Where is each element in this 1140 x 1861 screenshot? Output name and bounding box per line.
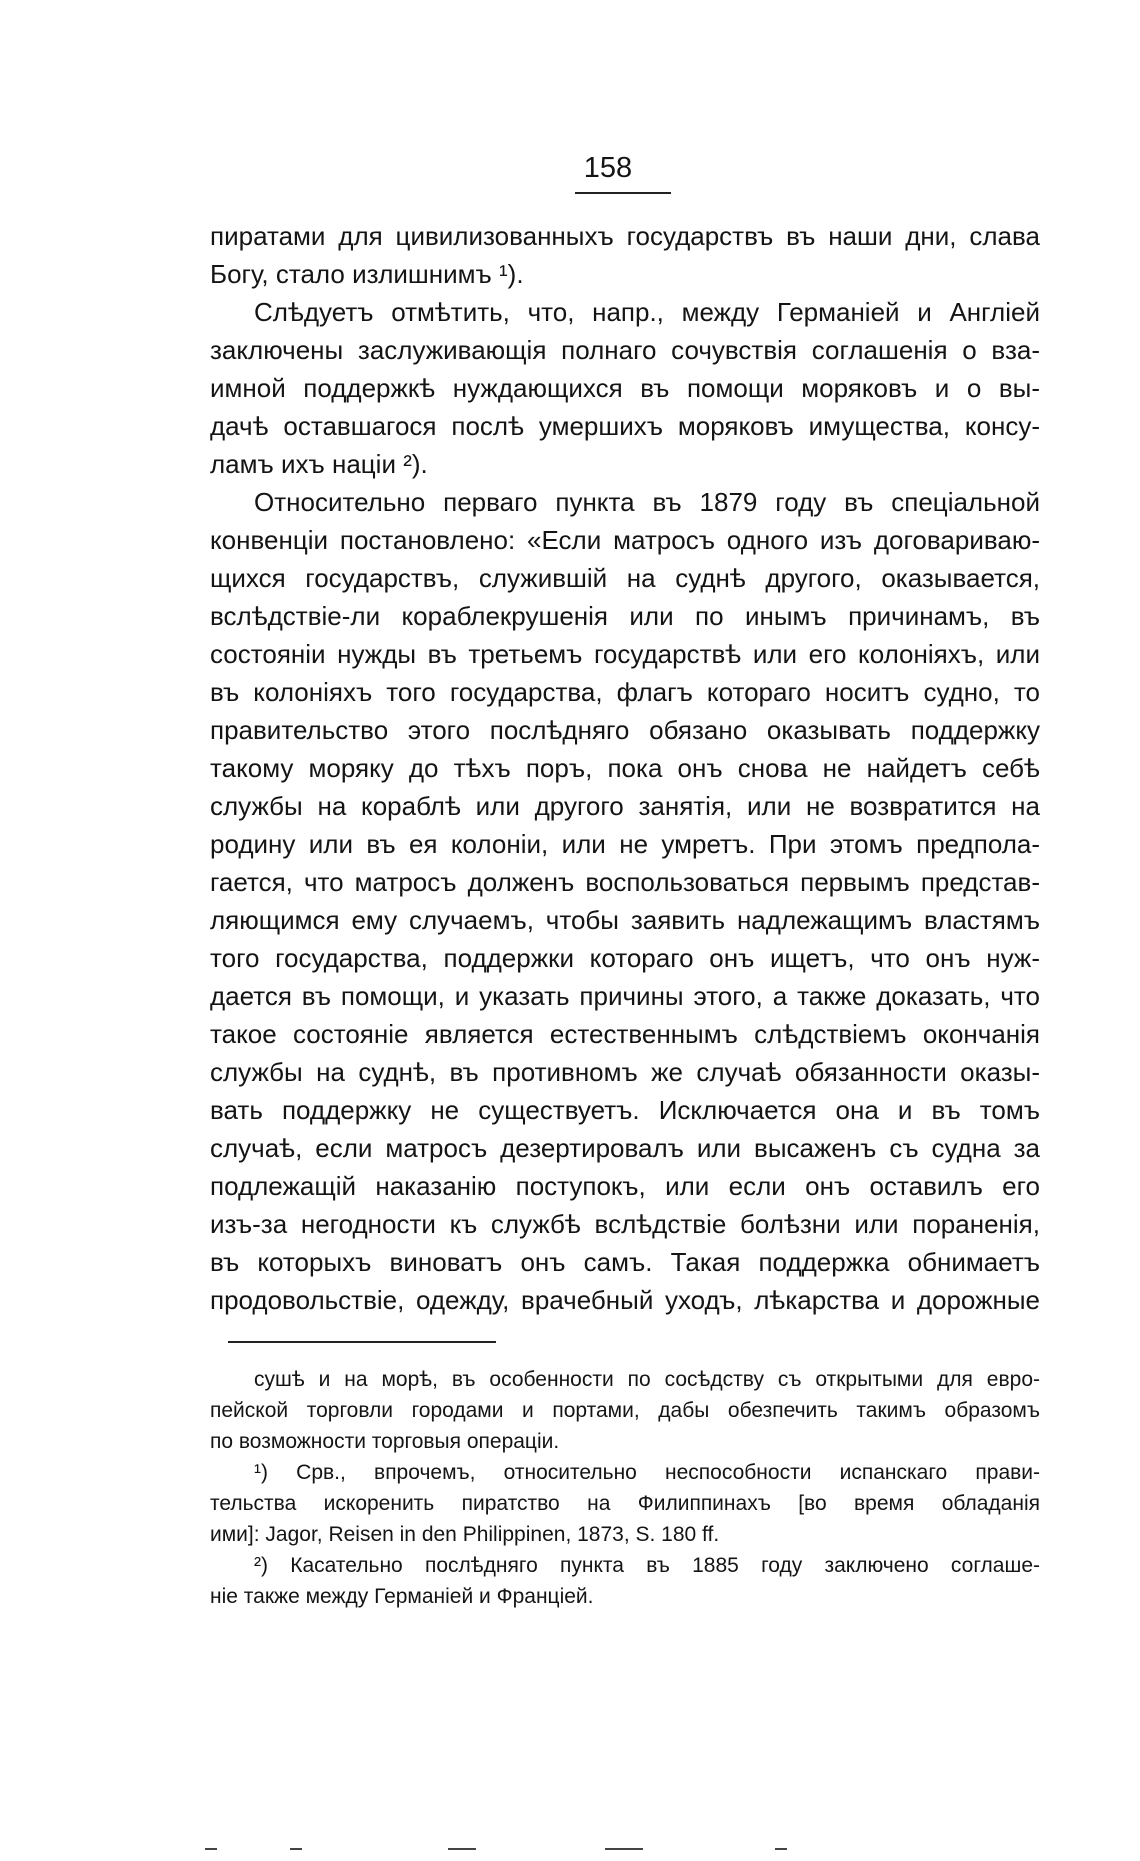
body-text-line: подлежащій наказанію поступокъ, или если онъ оставилъ его xyxy=(210,1171,1040,1201)
body-text-line: родину или въ ея колоніи, или не умретъ. При этомъ предпола- xyxy=(210,829,1040,859)
body-text-line: конвенціи постановлено: «Если матросъ одного изъ договариваю- xyxy=(210,525,1040,555)
body-text-line: пиратами для цивилизованныхъ государствъ въ наши дни, слава xyxy=(210,221,1040,251)
footnote-line: ²) Касательно послѣдняго пункта въ 1885 году заключено соглаше- xyxy=(254,1554,1040,1577)
body-text-line: въ которыхъ виноватъ онъ самъ. Такая поддержка обнимаетъ xyxy=(210,1247,1040,1277)
footnote-line: ніе также между Германіей и Франціей. xyxy=(210,1585,594,1608)
footnote-line: по возможности торговыя операціи. xyxy=(210,1430,560,1453)
footnote-line: тельства искоренить пиратство на Филиппинахъ [во время обладанія xyxy=(210,1492,1040,1515)
page-number-rule xyxy=(575,192,671,194)
footnote-line: ¹) Срв., впрочемъ, относительно неспособности испанскаго прави- xyxy=(254,1461,1040,1484)
scan-mark xyxy=(775,1848,787,1850)
body-text-line: службы на суднѣ, въ противномъ же случаѣ обязанности оказы- xyxy=(210,1057,1040,1087)
page-number: 158 xyxy=(583,152,633,184)
body-text-line: изъ-за негодности къ службѣ вслѣдствіе болѣзни или пораненія, xyxy=(210,1209,1040,1239)
footnotes xyxy=(210,1364,1040,1612)
scan-mark xyxy=(448,1848,476,1850)
scan-mark xyxy=(290,1848,302,1850)
scan-mark xyxy=(605,1848,643,1850)
body-text-line: Слѣдуетъ отмѣтить, что, напр., между Германіей и Англіей xyxy=(254,297,1040,327)
body-text-line: дачѣ оставшагося послѣ умершихъ моряковъ имущества, консу- xyxy=(210,411,1040,441)
footnote-line: сушѣ и на морѣ, въ особенности по сосѣдству съ открытыми для евро- xyxy=(254,1368,1040,1391)
body-text xyxy=(210,217,1040,1319)
body-text-line: щихся государствъ, служившій на суднѣ другого, оказывается, xyxy=(210,563,1040,593)
body-text-line: того государства, поддержки котораго онъ ищетъ, что онъ нуж- xyxy=(210,943,1040,973)
body-text-line: Богу, стало излишнимъ ¹). xyxy=(210,259,524,289)
body-text-line: дается въ помощи, и указать причины этого, а также доказать, что xyxy=(210,981,1040,1011)
scan-mark xyxy=(205,1848,217,1850)
body-text-line: имной поддержкѣ нуждающихся въ помощи моряковъ и о вы- xyxy=(210,373,1040,403)
body-text-line: такое состояніе является естественнымъ слѣдствіемъ окончанія xyxy=(210,1019,1040,1049)
body-text-line: службы на кораблѣ или другого занятія, или не возвратится на xyxy=(210,791,1040,821)
footnote-line: ими]: Jagor, Reisen in den Philippinen, 1873, S. 180 ff. xyxy=(210,1523,720,1546)
body-text-line: ламъ ихъ націи ²). xyxy=(210,449,428,479)
footnote-line: пейской торговли городами и портами, дабы обезпечить такимъ образомъ xyxy=(210,1399,1040,1422)
body-text-line: состояніи нужды въ третьемъ государствѣ или его колоніяхъ, или xyxy=(210,639,1040,669)
footnote-divider xyxy=(228,1341,496,1343)
body-text-line: вслѣдствіе-ли кораблекрушенія или по инымъ причинамъ, въ xyxy=(210,601,1040,631)
body-text-line: случаѣ, если матросъ дезертировалъ или высаженъ съ судна за xyxy=(210,1133,1040,1163)
body-text-line: Относительно перваго пункта въ 1879 году въ спеціальной xyxy=(254,487,1040,517)
body-text-line: въ колоніяхъ того государства, флагъ котораго носитъ судно, то xyxy=(210,677,1040,707)
body-text-line: правительство этого послѣдняго обязано оказывать поддержку xyxy=(210,715,1040,745)
bottom-scan-marks xyxy=(0,1848,1140,1852)
body-text-line: ляющимся ему случаемъ, чтобы заявить надлежащимъ властямъ xyxy=(210,905,1040,935)
body-text-line: такому моряку до тѣхъ поръ, пока онъ снова не найдетъ себѣ xyxy=(210,753,1040,783)
body-text-line: заключены заслуживающія полнаго сочувствія соглашенія о вза- xyxy=(210,335,1040,365)
body-text-line: продовольствіе, одежду, врачебный уходъ, лѣкарства и дорожные xyxy=(210,1285,1040,1315)
body-text-line: вать поддержку не существуетъ. Исключается она и въ томъ xyxy=(210,1095,1040,1125)
body-text-line: гается, что матросъ долженъ воспользоваться первымъ представ- xyxy=(210,867,1040,897)
